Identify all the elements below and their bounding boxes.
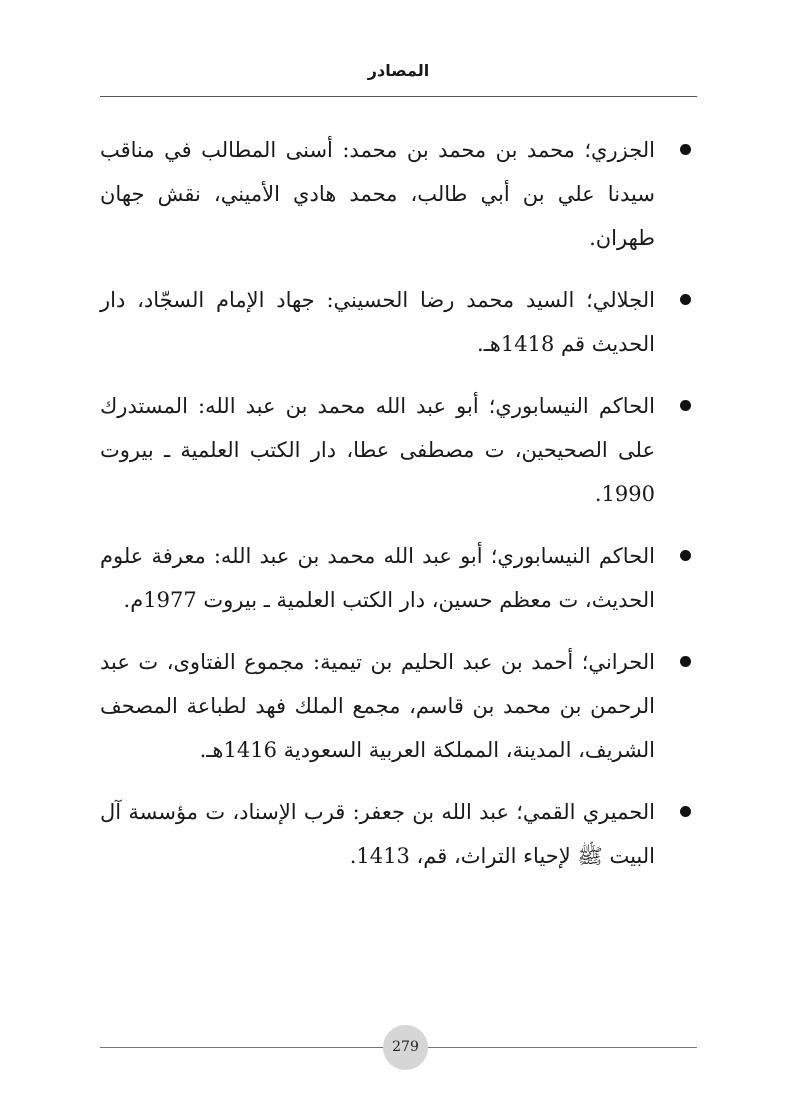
footer-rule-left xyxy=(100,1047,383,1048)
entry-text: الحراني؛ أحمد بن عبد الحليم بن تيمية: مجموع الفتاوى، ت عبد الرحمن بن محمد بن قاسم، مجمع الملك فهد لطباعة المصحف الشريف، المدينة، المملكة العربية السعودية 1416هـ. xyxy=(100,650,655,762)
bibliography-entry xyxy=(100,128,697,260)
bibliography-entry xyxy=(100,640,697,772)
bullet-icon xyxy=(680,806,691,817)
entry-text: الحاكم النيسابوري؛ أبو عبد الله محمد بن عبد الله: معرفة علوم الحديث، ت معظم حسين، دار الكتب العلمية ـ بيروت 1977م. xyxy=(100,544,655,612)
header-divider xyxy=(100,96,697,97)
running-header: المصادر xyxy=(367,61,430,80)
bullet-icon xyxy=(680,144,691,155)
page-number: 279 xyxy=(383,1025,428,1070)
bullet-icon xyxy=(680,400,691,411)
bibliography-list xyxy=(100,128,697,896)
entry-text: الحميري القمي؛ عبد الله بن جعفر: قرب الإسناد، ت مؤسسة آل البيت ﷺ لإحياء التراث، قم، 1413. xyxy=(100,800,655,868)
bibliography-entry xyxy=(100,278,697,366)
bibliography-entry xyxy=(100,790,697,878)
bullet-icon xyxy=(680,294,691,305)
bullet-icon xyxy=(680,656,691,667)
entry-text: الحاكم النيسابوري؛ أبو عبد الله محمد بن عبد الله: المستدرك على الصحيحين، ت مصطفى عطا، دار الكتب العلمية ـ بيروت 1990. xyxy=(100,394,655,506)
footer-rule-right xyxy=(428,1047,697,1048)
bullet-icon xyxy=(680,550,691,561)
entry-text: الجزري؛ محمد بن محمد بن محمد: أسنى المطالب في مناقب سيدنا علي بن أبي طالب، محمد هادي الأميني، نقش جهان طهران. xyxy=(100,138,655,250)
bibliography-entry xyxy=(100,384,697,516)
entry-text: الجلالي؛ السيد محمد رضا الحسيني: جهاد الإمام السجّاد، دار الحديث قم 1418هـ. xyxy=(100,288,655,356)
bibliography-entry xyxy=(100,534,697,622)
